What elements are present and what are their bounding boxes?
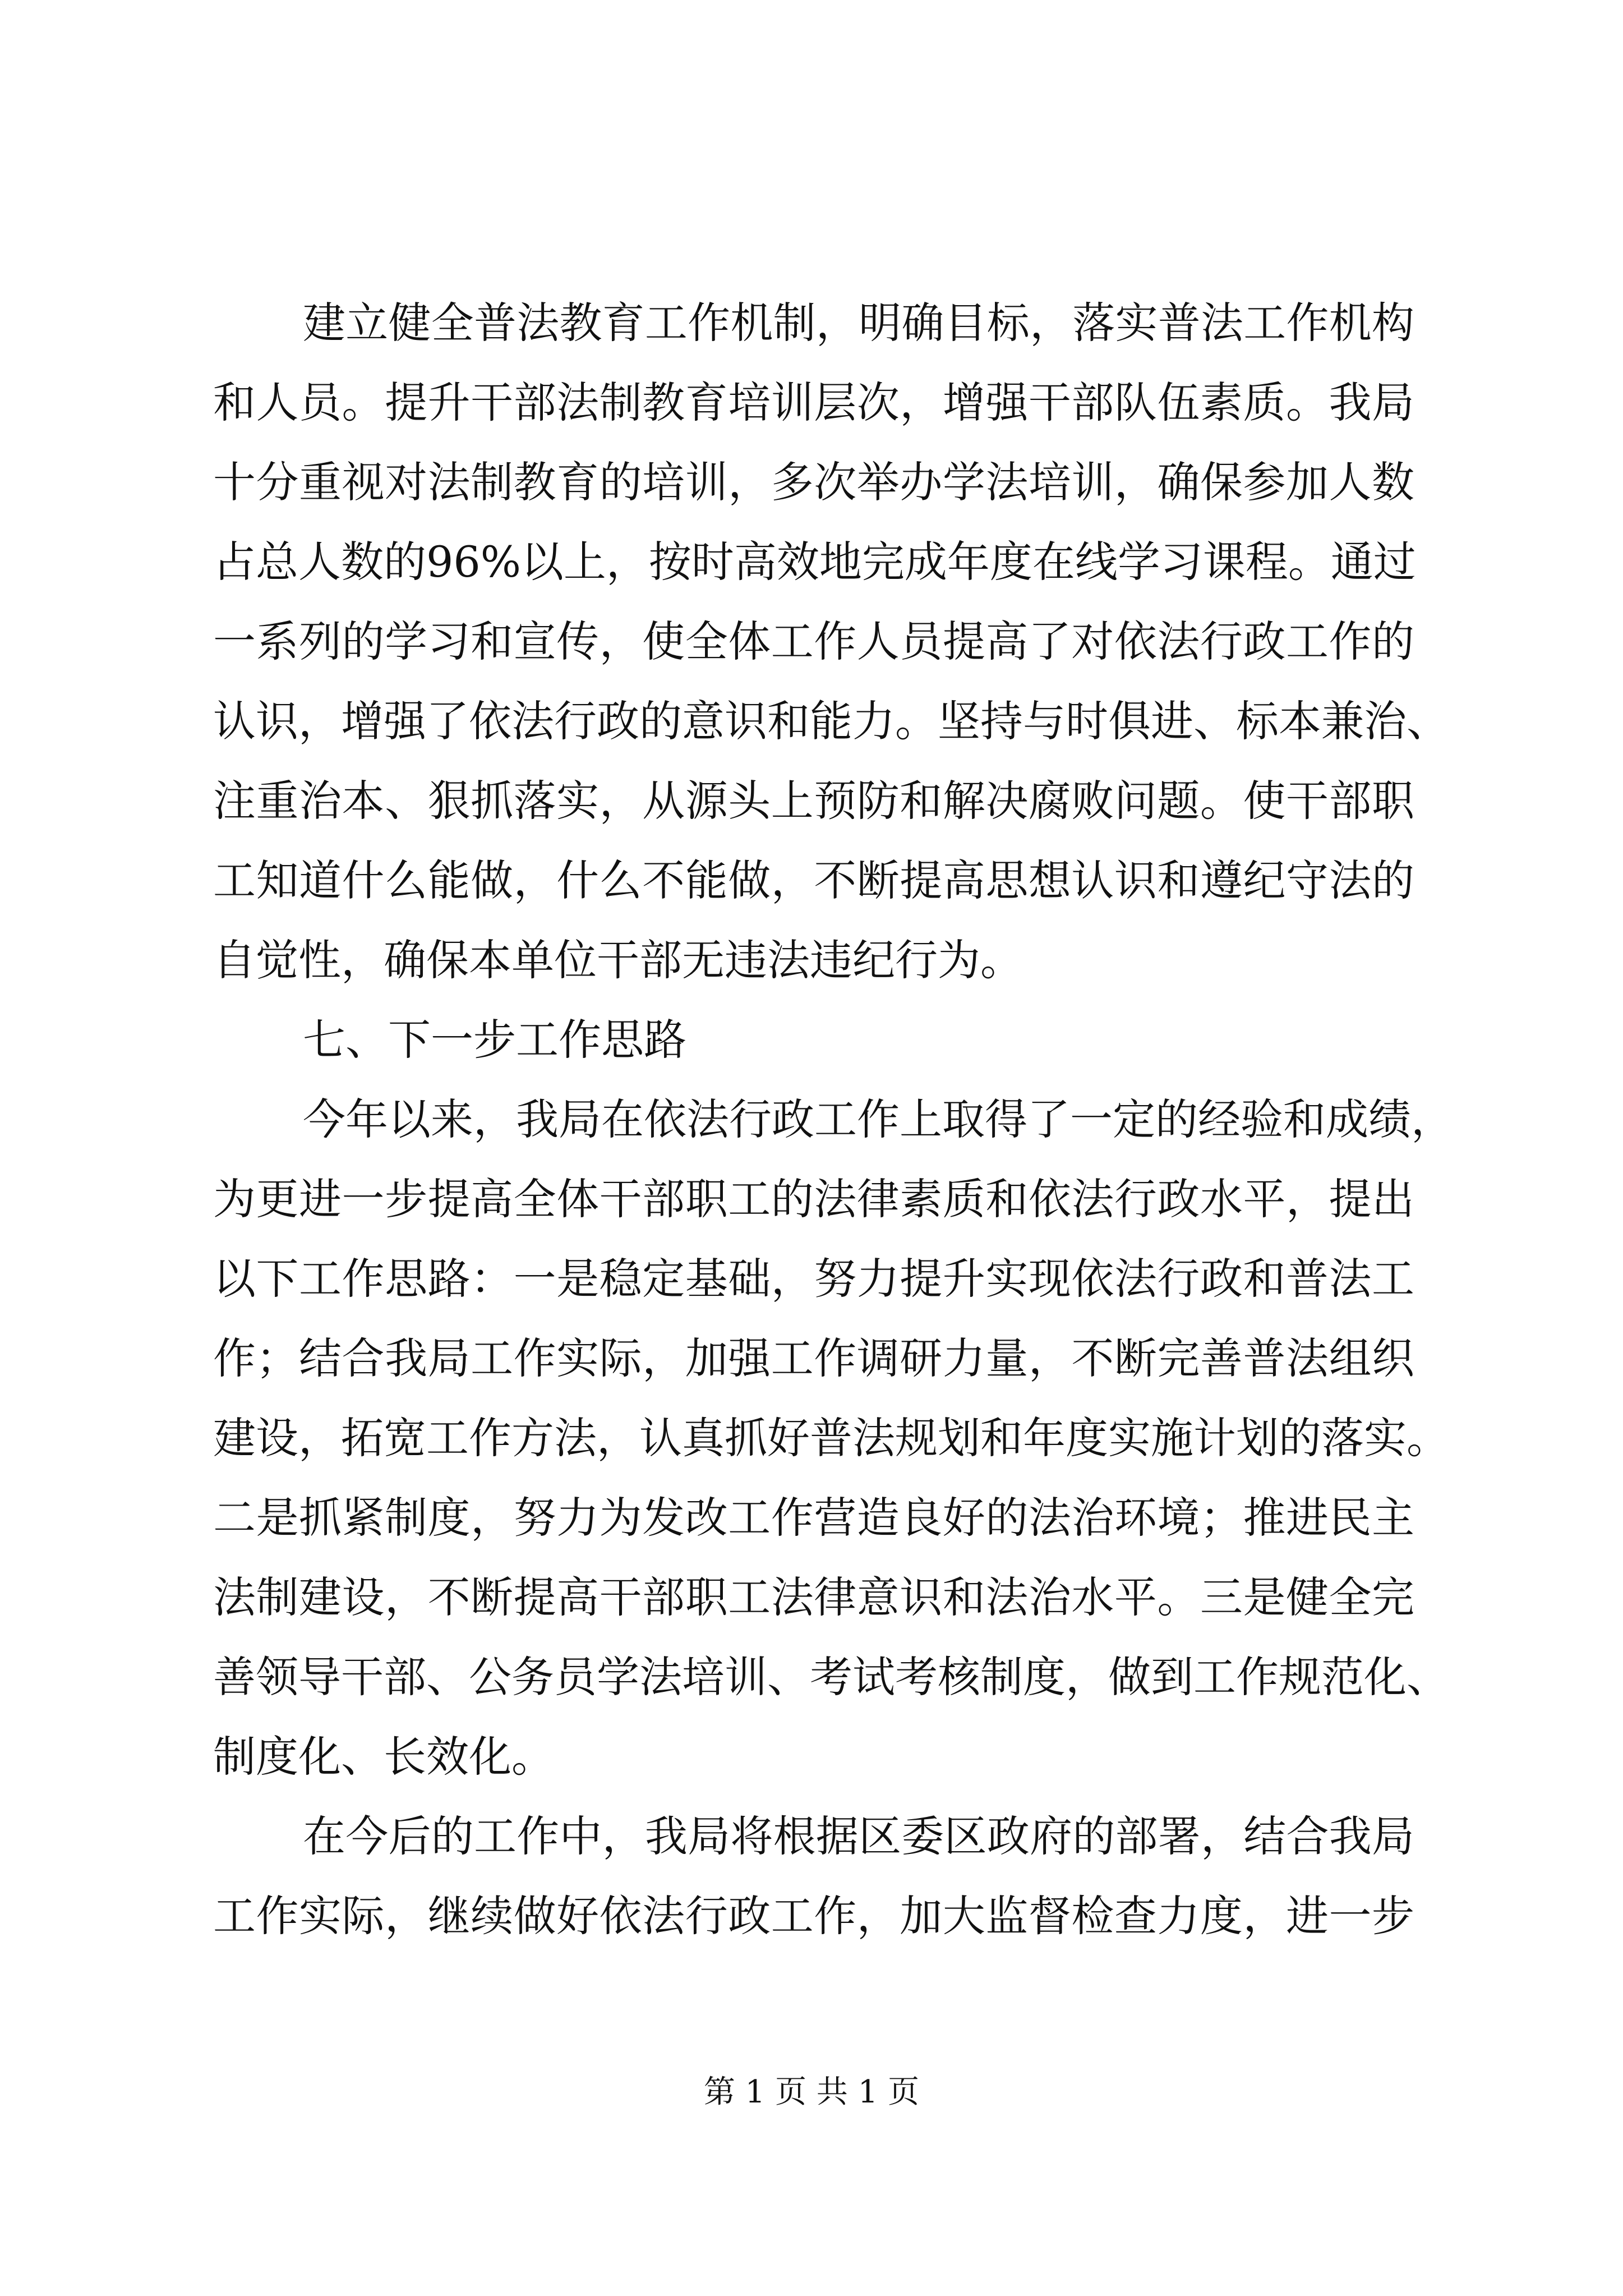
section-heading: 七、下一步工作思路 (303, 1015, 686, 1065)
body-text (213, 283, 1454, 1956)
paragraph-line: 工作实际，继续做好依法行政工作，加大监督检查力度，进一步 (213, 1891, 1414, 1941)
paragraph-line: 一系列的学习和宣传，使全体工作人员提高了对依法行政工作的 (213, 616, 1414, 666)
paragraph-line: 今年以来，我局在依法行政工作上取得了一定的经验和成绩， (303, 1094, 1454, 1144)
paragraph-line: 法制建设，不断提高干部职工法律意识和法治水平。三是健全完 (213, 1572, 1414, 1622)
paragraph-line: 注重治本、狠抓落实，从源头上预防和解决腐败问题。使干部职 (213, 776, 1414, 826)
paragraph-line: 建立健全普法教育工作机制，明确目标，落实普法工作机构 (303, 298, 1414, 348)
page-number-footer: 第 1 页 共 1 页 (703, 2074, 920, 2110)
paragraph-line: 占总人数的96%以上，按时高效地完成年度在线学习课程。通过 (213, 537, 1416, 587)
paragraph-line: 作；结合我局工作实际，加强工作调研力量，不断完善普法组织 (213, 1333, 1414, 1383)
paragraph-line: 制度化、长效化。 (213, 1732, 554, 1782)
paragraph-line: 在今后的工作中，我局将根据区委区政府的部署，结合我局 (303, 1811, 1414, 1861)
paragraph-line: 以下工作思路：一是稳定基础，努力提升实现依法行政和普法工 (213, 1254, 1414, 1304)
paragraph-line: 建设，拓宽工作方法，认真抓好普法规划和年度实施计划的落实。 (213, 1413, 1449, 1463)
paragraph-line: 善领导干部、公务员学法培训、考试考核制度，做到工作规范化、 (213, 1652, 1449, 1702)
paragraph-line: 和人员。提升干部法制教育培训层次，增强干部队伍素质。我局 (213, 378, 1414, 427)
paragraph-line: 自觉性，确保本单位干部无违法违纪行为。 (213, 935, 1023, 985)
paragraph-line: 十分重视对法制教育的培训，多次举办学法培训，确保参加人数 (213, 457, 1414, 507)
paragraph-line: 认识，增强了依法行政的意识和能力。坚持与时俱进、标本兼治、 (213, 696, 1449, 746)
paragraph-line: 工知道什么能做，什么不能做，不断提高思想认识和遵纪守法的 (213, 855, 1414, 905)
paragraph-line: 二是抓紧制度，努力为发改工作营造良好的法治环境；推进民主 (213, 1493, 1414, 1543)
paragraph-line: 为更进一步提高全体干部职工的法律素质和依法行政水平，提出 (213, 1174, 1414, 1224)
